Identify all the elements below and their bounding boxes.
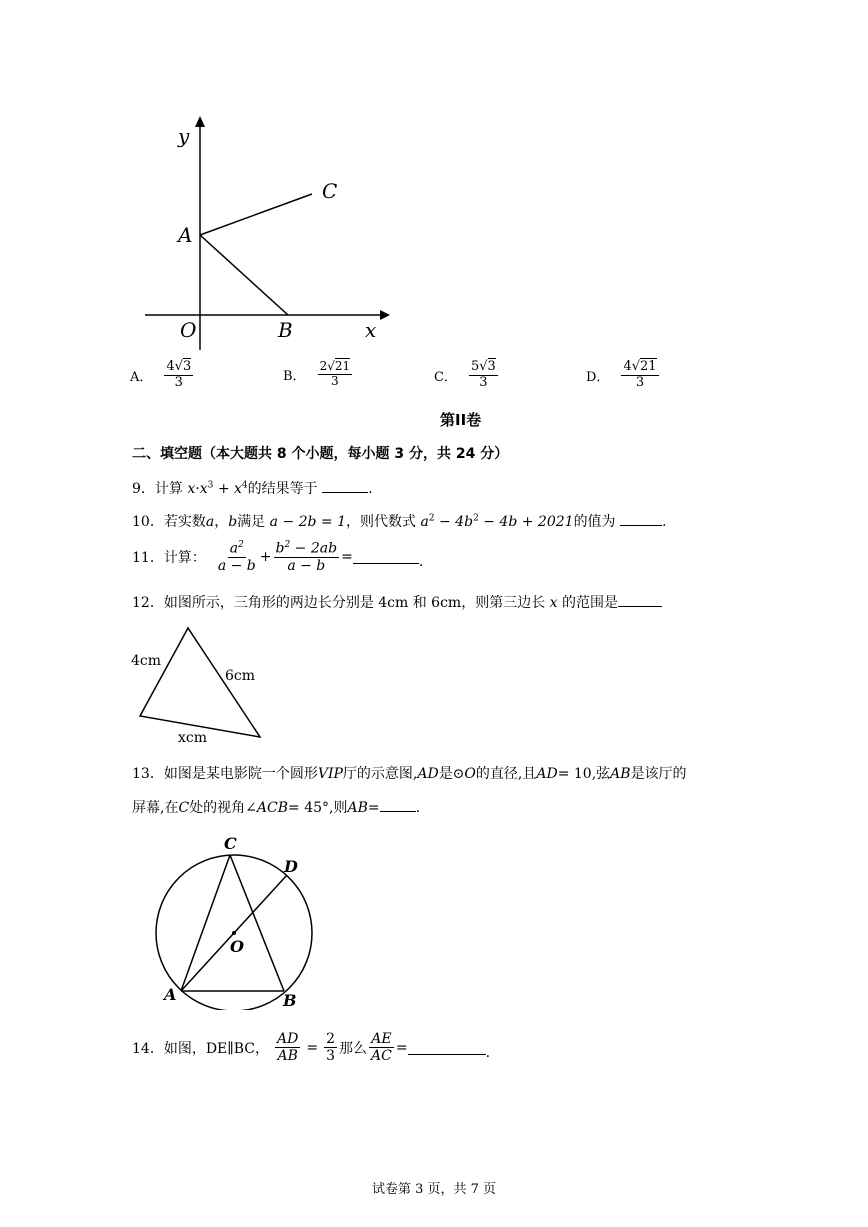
option-fraction: $\frac{2√21}{3}$ [319,359,351,388]
x-axis-arrow [380,310,390,320]
figure-coordinate-axes [140,110,400,360]
option-d [586,360,661,391]
label-o: O [180,318,197,342]
label-b: B [278,318,293,342]
figure-circle [150,830,330,1010]
label-a: A [178,223,193,247]
answer-blank[interactable] [380,811,416,812]
label-xcm: xcm [178,730,208,746]
y-axis-arrow [195,116,205,127]
label-o: O [230,937,244,956]
fraction-ae-ac: $\frac{AE}{AC}$ [371,1031,392,1065]
option-fraction: $\frac{4√3}{3}$ [166,359,192,390]
option-fraction: $\frac{4√21}{3}$ [623,359,657,390]
fraction-2: $\frac{b^2 - 2ab}{a - b}$ [275,540,338,574]
option-letter: C． [434,369,457,385]
option-b [283,360,354,389]
segment-ac [200,194,312,235]
label-x: x [365,318,377,342]
label-a: A [164,985,177,1004]
question-10: 10．若实数a，b满足 a − 2b = 1，则代数式 $a^2 - 4b^2 - 4b + 2021$的值为 . [132,513,667,530]
option-a [130,360,195,391]
label-b: B [283,991,297,1010]
option-fraction: $\frac{5√3}{3}$ [470,359,496,390]
answer-blank[interactable] [618,606,662,607]
fraction-ad-ab: $\frac{AD}{AB}$ [277,1031,299,1065]
segment-ab [200,235,288,315]
center-dot [232,931,236,935]
label-4cm: 4cm [131,653,162,669]
figure-triangle [125,622,285,747]
label-c: C [224,834,237,853]
option-c [434,360,500,391]
question-11: 11．计算： $\frac{a^2}{a - b}$ + $\frac{b^2 - 2ab}{a - b}$ = . [132,540,424,574]
answer-blank[interactable] [322,492,368,493]
option-letter: B． [283,368,306,384]
label-y: y [178,124,190,148]
label-d: D [284,857,298,876]
question-14: 14．如图，DE∥BC， $\frac{AD}{AB}$ = $\frac{2}{3}$ 那么 $\frac{AE}{AC}$ = . [132,1031,491,1065]
page-footer: 试卷第 3 页，共 7 页 [371,1182,497,1197]
question-12: 12．如图所示，三角形的两边长分别是 4cm 和 6cm，则第三边长 x 的范围是 [132,592,662,612]
chord-cb [230,855,284,991]
question-13-line-2: 屏幕,在C处的视角∠ACB= 45°,则AB= . [132,800,421,816]
answer-blank[interactable] [408,1054,486,1055]
question-9: 9．计算 $x\cdot x^3 + x^4$的结果等于 . [132,480,373,497]
fraction-1: $\frac{a^2}{a - b}$ [217,540,256,574]
question-13-line-1: 13．如图是某电影院一个圆形VIP厅的示意图,AD是⊙O的直径,且AD= 10,弦AB是该厅的 [132,766,687,782]
answer-blank[interactable] [620,525,662,526]
option-letter: D． [586,369,610,385]
fraction-2-3: $\frac{2}{3}$ [326,1031,335,1065]
label-c: C [322,179,338,203]
label-6cm: 6cm [225,668,256,684]
section-heading: 二、填空题（本大题共 8 个小题，每小题 3 分，共 24 分） [132,446,509,462]
option-letter: A． [130,369,153,385]
answer-blank[interactable] [353,563,419,564]
part-title: 第II卷 [440,411,482,429]
chord-ca [181,855,230,991]
